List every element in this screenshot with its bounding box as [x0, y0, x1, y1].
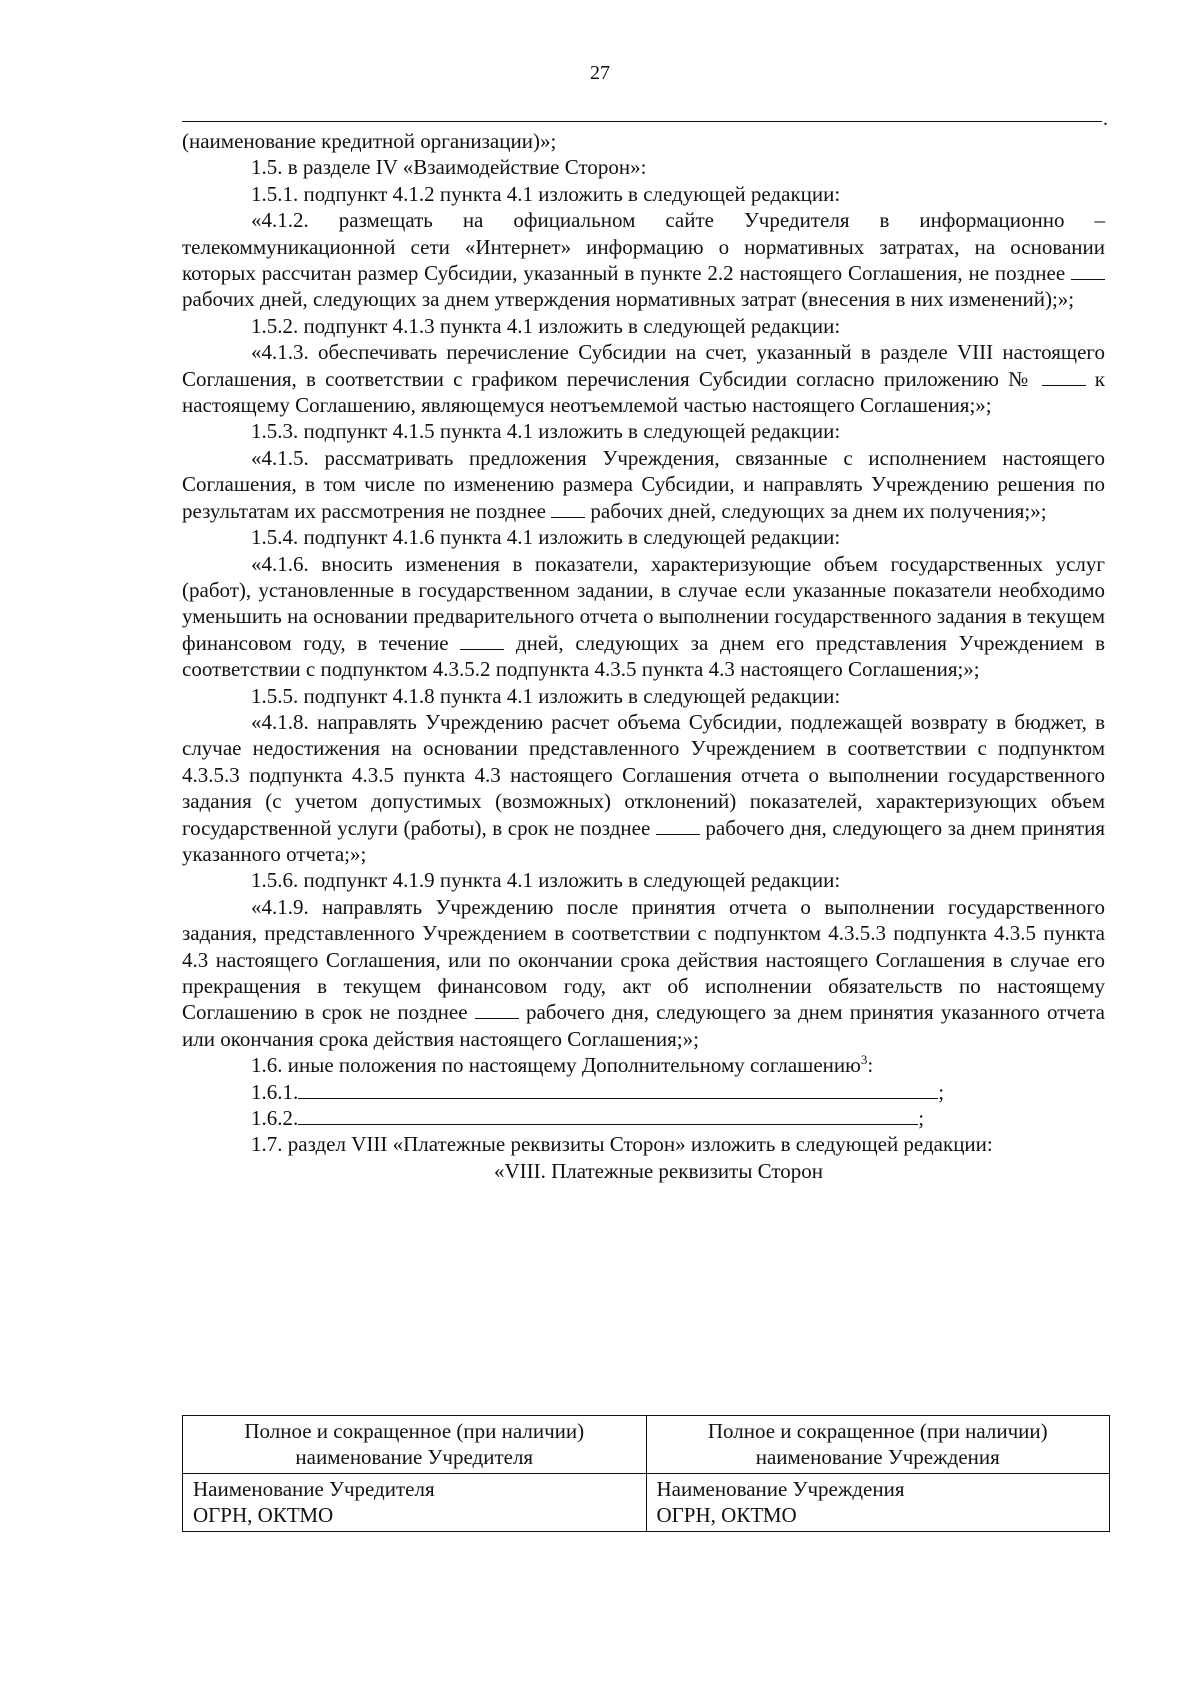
para-1-6-colon: : [867, 1053, 874, 1078]
founder-name: Наименование Учредителя [193, 1476, 435, 1501]
blank-line-end-dot: . [1103, 108, 1108, 130]
payment-details-table [182, 1415, 1110, 1532]
para-4-1-3-part-a: «4.1.3. обеспечивать перечисление Субсидии на счет, указанный в разделе VIII настоящего Соглашения, в соответствии с графиком перечисления Субсидии согласно приложению № [182, 340, 1105, 391]
para-1-5-4: 1.5.4. подпункт 4.1.6 пункта 4.1 изложить в следующей редакции: [251, 525, 841, 550]
para-4-1-2-part-a: «4.1.2. размещать на официальном сайте Учредителя в информационно – телекоммуникационной сети «Интернет» информацию о нормативных затратах, на основании которых рассчитан размер Субсидии, указанный в пункте 2.2 настоящего Соглашения, не позднее [182, 208, 1105, 286]
days-blank-field [475, 1000, 519, 1019]
institution-name: Наименование Учреждения [656, 1476, 905, 1501]
appendix-number-blank-field [1042, 367, 1086, 386]
para-4-1-8-part-b: рабочего дня, следующего за днем принятия указанного отчета;»; [182, 815, 1105, 866]
para-4-1-9 [182, 894, 1105, 1052]
provision-blank-field [298, 1106, 918, 1125]
para-4-1-5 [182, 445, 1105, 524]
para-4-1-5-part-a: «4.1.5. рассматривать предложения Учреждения, связанные с исполнением настоящего Соглашения, в том числе по изменению размера Субсидии, и направлять Учреждению решения по результатам их рассмотрения не позднее [182, 445, 1105, 523]
para-4-1-8-part-a: «4.1.8. направлять Учреждению расчет объема Субсидии, подлежащей возврату в бюджет, в случае недостижения на основании представленного Учреждением в соответствии с подпунктом 4.3.5.3 подпункта 4.3.5 пункта 4.3 настоящего Соглашения отчета о выполнении государственного задания (с учетом допустимых (возможных) отклонений) показателей, характеризующих объем государственной услуги (работы), в срок не позднее [182, 709, 1105, 840]
document-body [182, 128, 1105, 1184]
para-4-1-6-part-b: дней, следующих за днем его представления Учреждением в соответствии с подпунктом 4.3.5.2 подпункта 4.3.5 пункта 4.3 настоящего Соглашения;»; [182, 630, 1105, 682]
institution-details [646, 1473, 1110, 1531]
para-4-1-3-part-b: к настоящему Соглашению, являющемуся неотъемлемой частью настоящего Соглашения;»; [182, 366, 1105, 418]
credit-org-caption: (наименование кредитной организации)»; [182, 129, 557, 153]
para-1-7: 1.7. раздел VIII «Платежные реквизиты Сторон» изложить в следующей редакции: [251, 1132, 993, 1157]
para-4-1-3 [182, 339, 1105, 418]
para-1-5: 1.5. в разделе IV «Взаимодействие Сторон»: [251, 155, 647, 180]
para-4-1-8 [182, 709, 1105, 867]
para-4-1-6 [182, 551, 1105, 683]
para-1-6-2 [182, 1105, 1105, 1131]
footnote-ref: 3 [860, 1052, 868, 1068]
para-1-6-1 [182, 1079, 1105, 1105]
para-1-6-2-semicolon: ; [918, 1106, 925, 1131]
para-1-5-5: 1.5.5. подпункт 4.1.8 пункта 4.1 изложить в следующей редакции: [251, 683, 841, 708]
page-number: 27 [590, 62, 610, 84]
para-1-5-3: 1.5.3. подпункт 4.1.5 пункта 4.1 изложить в следующей редакции: [251, 419, 841, 444]
para-1-5-1: 1.5.1. подпункт 4.1.2 пункта 4.1 изложить в следующей редакции: [251, 181, 841, 206]
para-1-6-2-label: 1.6.2. [251, 1106, 299, 1131]
para-1-6-1-semicolon: ; [938, 1079, 945, 1104]
days-blank-field [656, 816, 700, 835]
section-heading: «VIII. Платежные реквизиты Сторон [493, 1158, 824, 1183]
para-1-6-1-label: 1.6.1. [251, 1079, 299, 1104]
credit-org-blank-line [182, 121, 1102, 122]
para-4-1-2 [182, 207, 1105, 313]
days-blank-field [1071, 261, 1105, 280]
founder-header: Полное и сокращенное (при наличии) наименование Учредителя [183, 1416, 647, 1474]
days-blank-field [460, 631, 504, 650]
para-4-1-5-part-b: рабочих дней, следующих за днем их получения;»; [585, 498, 1047, 523]
para-4-1-9-part-b: рабочего дня, следующего за днем принятия указанного отчета или окончания срока действия настоящего Соглашения;»; [182, 1000, 1105, 1051]
para-4-1-9-part-a: «4.1.9. направлять Учреждению после принятия отчета о выполнении государственного задания, представленного Учреждением в соответствии с подпунктом 4.3.5.3 подпункта 4.3.5 пункта 4.3 настоящего Соглашения, или по окончании срока действия настоящего Соглашения в случае его прекращения в текущем финансовом году, акт об исполнении обязательств по настоящему Соглашению в срок не позднее [182, 894, 1105, 1025]
founder-details [183, 1473, 647, 1531]
provision-blank-field [298, 1080, 938, 1099]
para-4-1-2-part-b: рабочих дней, следующих за днем утверждения нормативных затрат (внесения в них изменений);»; [182, 287, 1075, 312]
days-blank-field [551, 499, 585, 518]
table-row [183, 1473, 1110, 1531]
para-1-5-6: 1.5.6. подпункт 4.1.9 пункта 4.1 изложить в следующей редакции: [251, 868, 841, 893]
founder-codes: ОГРН, ОКТМО [193, 1503, 334, 1528]
para-1-5-2: 1.5.2. подпункт 4.1.3 пункта 4.1 изложить в следующей редакции: [251, 313, 841, 338]
institution-codes: ОГРН, ОКТМО [656, 1503, 797, 1528]
para-4-1-6-part-a: «4.1.6. вносить изменения в показатели, характеризующие объем государственных услуг (работ), установленные в государственном задании, в случае если указанные показатели необходимо уменьшить на основании предварительного отчета о выполнении государственного задания в текущем финансовом году, в течение [182, 551, 1105, 655]
table-header-row [183, 1416, 1110, 1474]
institution-header: Полное и сокращенное (при наличии) наименование Учреждения [646, 1416, 1110, 1474]
para-1-6 [182, 1052, 1105, 1078]
para-1-6-text: 1.6. иные положения по настоящему Дополнительному соглашению [251, 1053, 861, 1078]
